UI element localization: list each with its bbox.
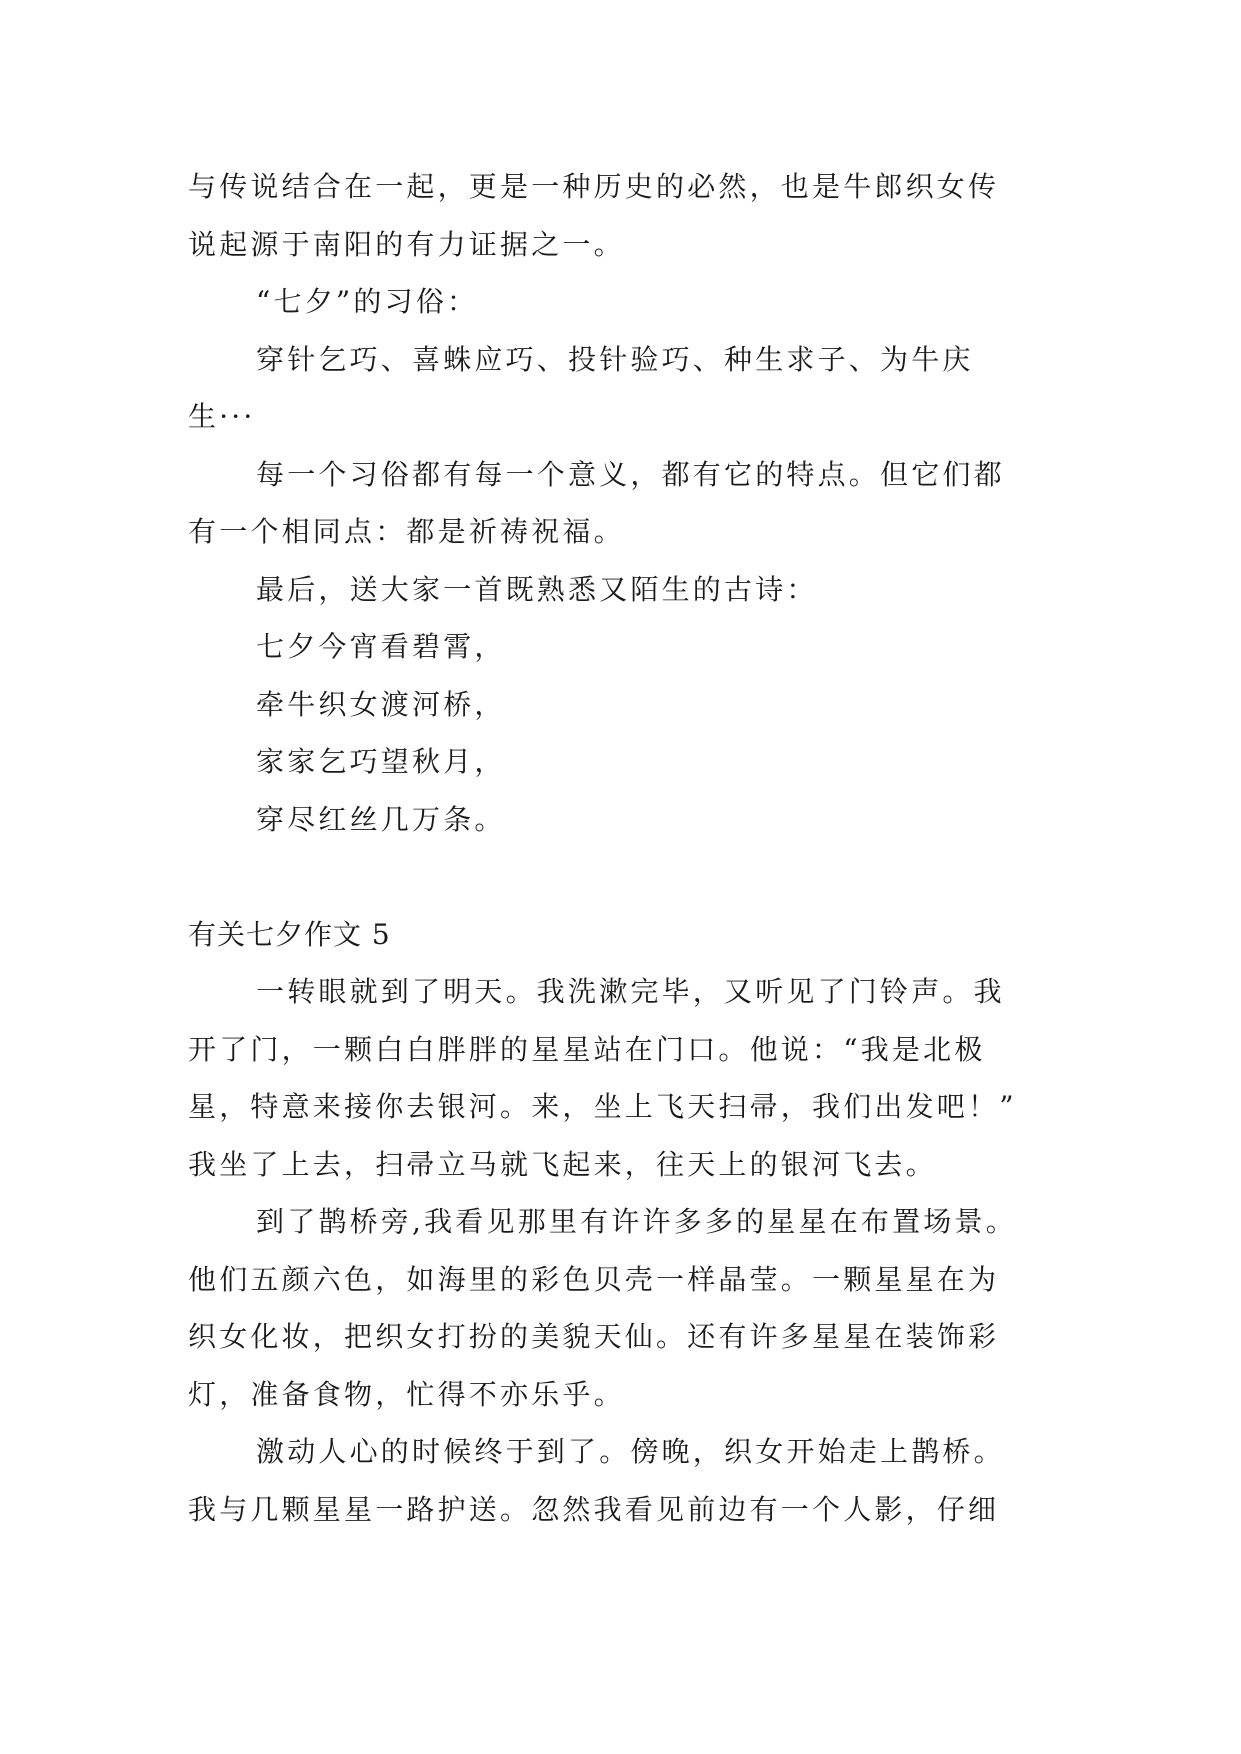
poem-line: 家家乞巧望秋月， bbox=[256, 745, 506, 778]
text-line: 一转眼就到了明天。我洗漱完毕，又听见了门铃声。我 bbox=[256, 975, 1005, 1008]
text-line: 与传说结合在一起，更是一种历史的必然，也是牛郎织女传 bbox=[188, 170, 1000, 203]
text-line: 说起源于南阳的有力证据之一。 bbox=[188, 227, 625, 261]
text-line: 我与几颗星星一路护送。忽然我看见前边有一个人影，仔细 bbox=[188, 1492, 1000, 1526]
text-line: 激动人心的时候终于到了。傍晚，织女开始走上鹊桥。 bbox=[256, 1435, 1005, 1468]
text-line: 生··· bbox=[188, 400, 256, 433]
poem-intro: 最后，送大家一首既熟悉又陌生的古诗： bbox=[256, 572, 818, 606]
text-line: 到了鹊桥旁,我看见那里有许许多多的星星在布置场景。 bbox=[256, 1205, 1017, 1238]
spacer bbox=[188, 848, 1053, 906]
text-line: 开了门，一颗白白胖胖的星星站在门口。他说：“我是北极 bbox=[188, 1032, 986, 1066]
text-line: 他们五颜六色，如海里的彩色贝壳一样晶莹。一颗星星在为 bbox=[188, 1262, 1000, 1296]
text-line: 穿针乞巧、喜蛛应巧、投针验巧、种生求子、为牛庆 bbox=[256, 342, 974, 376]
poem-line: 穿尽红丝几万条。 bbox=[256, 802, 506, 836]
customs-heading: “七夕”的习俗： bbox=[256, 285, 479, 318]
text-line: 织女化妆，把织女打扮的美貌天仙。还有许多星星在装饰彩 bbox=[188, 1320, 1000, 1353]
text-line: 我坐了上去，扫帚立马就飞起来，往天上的银河飞去。 bbox=[188, 1147, 937, 1181]
text-line: 星，特意来接你去银河。来，坐上飞天扫帚，我们出发吧！” bbox=[188, 1090, 1017, 1123]
text-line: 有一个相同点：都是祈祷祝福。 bbox=[188, 515, 625, 548]
text-line: 灯，准备食物，忙得不亦乐乎。 bbox=[188, 1377, 625, 1411]
poem-line: 七夕今宵看碧霄， bbox=[256, 630, 506, 663]
essay-title: 有关七夕作文 5 bbox=[188, 917, 391, 951]
text-line: 每一个习俗都有每一个意义，都有它的特点。但它们都 bbox=[256, 457, 1005, 491]
poem-line: 牵牛织女渡河桥， bbox=[256, 687, 506, 721]
document-body bbox=[188, 158, 1053, 1538]
